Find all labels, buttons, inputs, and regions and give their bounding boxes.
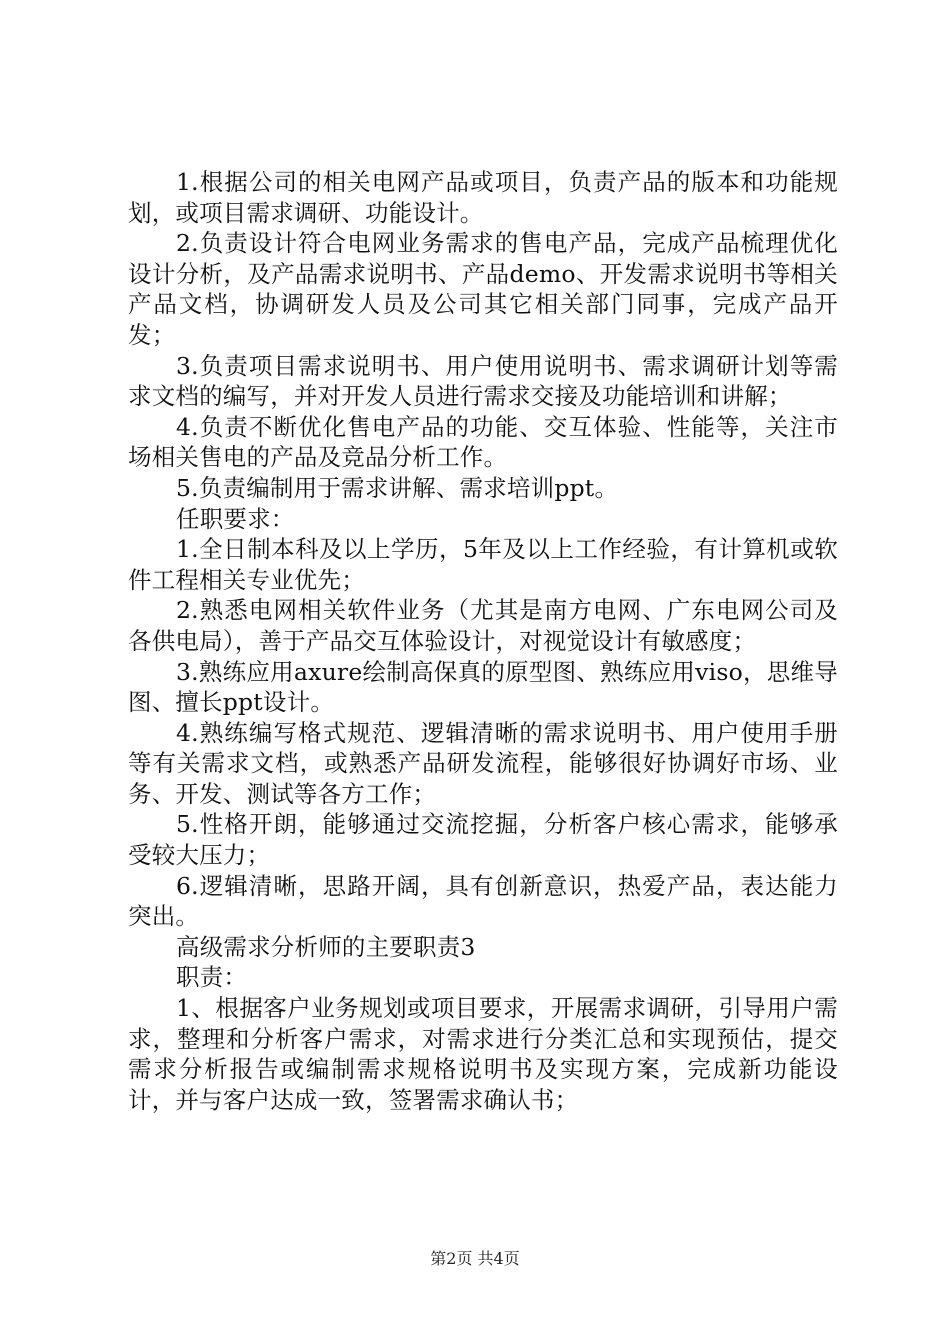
document-body <box>128 167 838 1115</box>
paragraph-requirement-5: 5.性格开朗，能够通过交流挖掘，分析客户核心需求，能够承受较大压力； <box>128 810 838 870</box>
page-footer: 第2页 共4页 <box>430 1249 520 1268</box>
paragraph-duty-4: 4.负责不断优化售电产品的功能、交互体验、性能等，关注市场相关售电的产品及竞品分析工作。 <box>128 412 838 472</box>
paragraph-duty-detail-1: 1、根据客户业务规划或项目要求，开展需求调研，引导用户需求，整理和分析客户需求，对需求进行分类汇总和实现预估，提交需求分析报告或编制需求规格说明书及实现方案，完成新功能设计，并与客户达成一致，签署需求确认书； <box>128 994 838 1114</box>
section-heading-duties: 职责： <box>176 963 248 992</box>
paragraph-duty-1: 1.根据公司的相关电网产品或项目，负责产品的版本和功能规划，或项目需求调研、功能设计。 <box>128 168 838 227</box>
paragraph-requirement-4: 4.熟练编写格式规范、逻辑清晰的需求说明书、用户使用手册等有关需求文档，或熟悉产品研发流程，能够很好协调好市场、业务、开发、测试等各方工作； <box>128 718 838 808</box>
section-heading-requirements: 任职要求： <box>176 504 295 533</box>
section-heading-title-3: 高级需求分析师的主要职责3 <box>176 932 476 961</box>
paragraph-requirement-1: 1.全日制本科及以上学历，5年及以上工作经验，有计算机或软件工程相关专业优先； <box>128 535 838 594</box>
paragraph-requirement-2: 2.熟悉电网相关软件业务（尤其是南方电网、广东电网公司及各供电局），善于产品交互体验设计，对视觉设计有敏感度； <box>128 596 838 655</box>
paragraph-requirement-3: 3.熟练应用axure绘制高保真的原型图、熟练应用viso，思维导图、擅长ppt设计。 <box>128 657 838 717</box>
paragraph-duty-2: 2.负责设计符合电网业务需求的售电产品，完成产品梳理优化设计分析，及产品需求说明书、产品demo、开发需求说明书等相关产品文档，协调研发人员及公司其它相关部门同事，完成产品开发； <box>128 229 838 349</box>
paragraph-duty-5: 5.负责编制用于需求讲解、需求培训ppt。 <box>176 473 619 502</box>
paragraph-duty-3: 3.负责项目需求说明书、用户使用说明书、需求调研计划等需求文档的编写，并对开发人员进行需求交接及功能培训和讲解； <box>128 351 838 411</box>
paragraph-requirement-6: 6.逻辑清晰，思路开阔，具有创新意识，热爱产品，表达能力突出。 <box>128 871 838 931</box>
